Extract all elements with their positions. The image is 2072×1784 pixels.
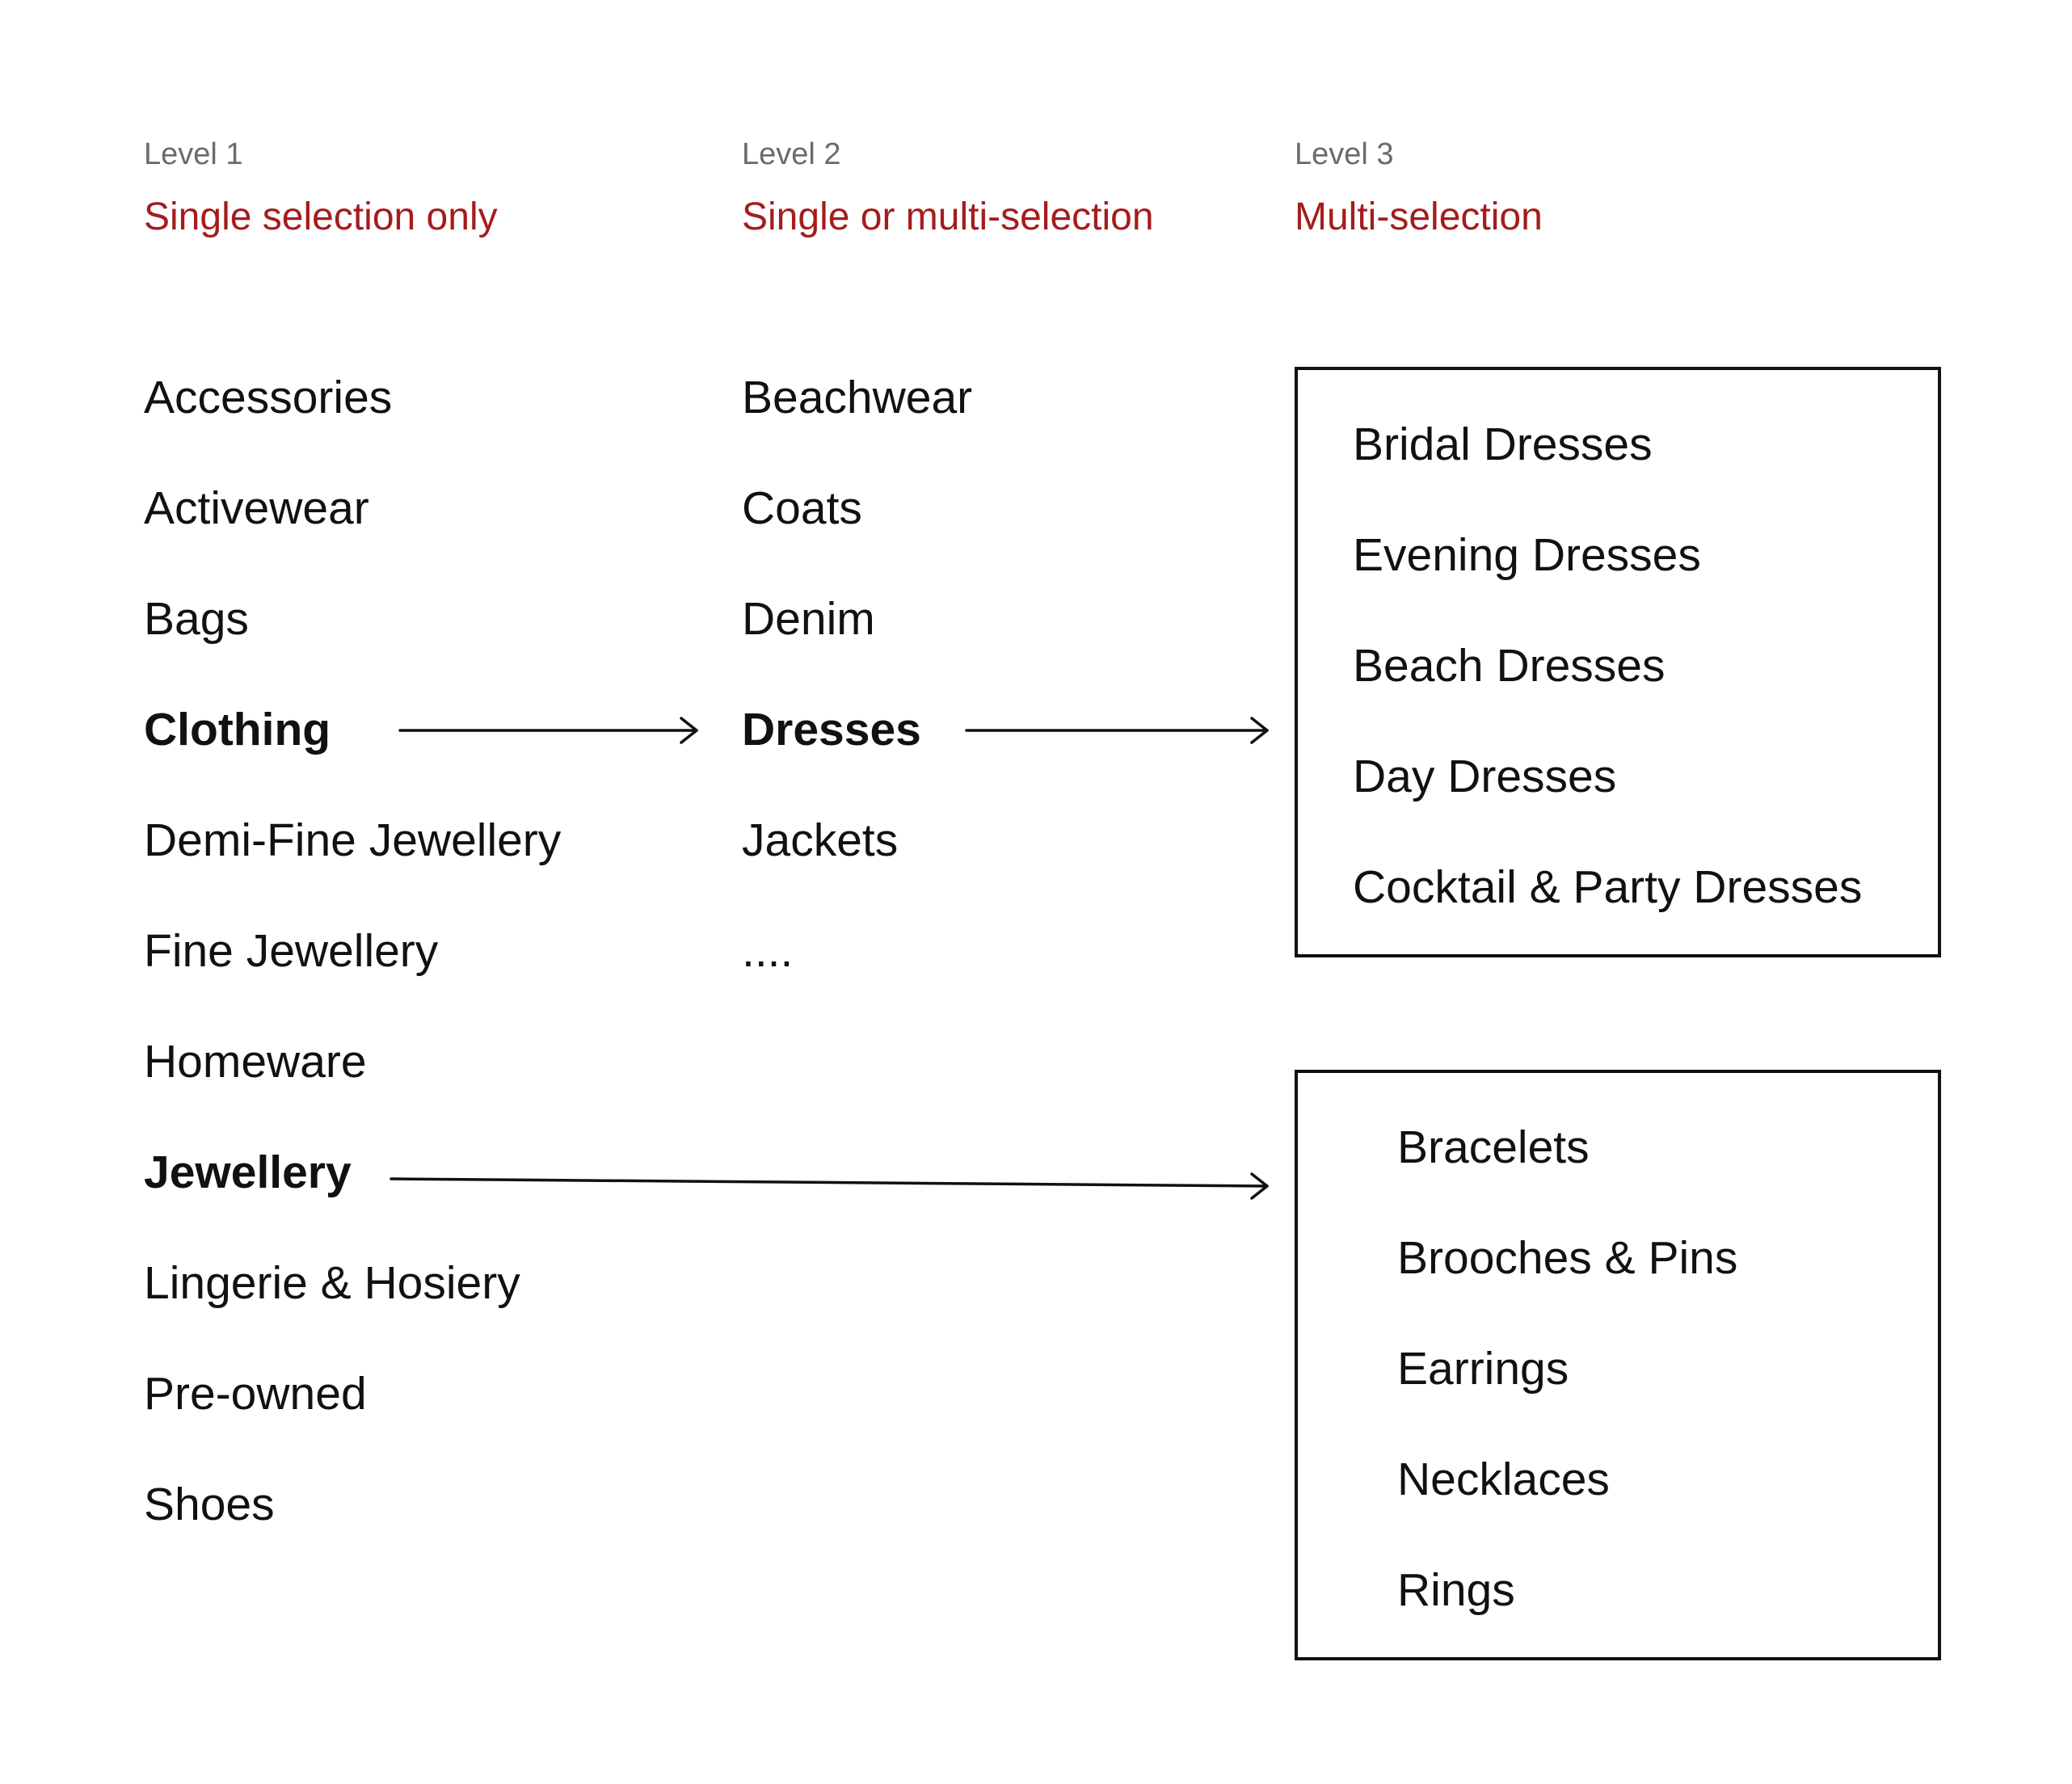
arrow-jewellery-to-level-3	[391, 1179, 1267, 1186]
level-1-item-accessories[interactable]: Accessories	[144, 372, 393, 423]
level-3-item-cocktail-party-dresses[interactable]: Cocktail & Party Dresses	[1353, 861, 1863, 913]
level-3-jewellery-group	[1295, 1070, 1941, 1660]
arrowhead-jewellery-to-level-3	[1252, 1174, 1267, 1198]
level-3-item-beach-dresses[interactable]: Beach Dresses	[1353, 640, 1666, 692]
level-2-item-dresses[interactable]: Dresses	[742, 704, 921, 755]
level-3-rule: Multi-selection	[1295, 196, 1543, 238]
level-1-item-bags[interactable]: Bags	[144, 593, 249, 645]
level-2-item-ellipsis: ....	[742, 925, 794, 977]
level-1-item-pre-owned[interactable]: Pre-owned	[144, 1368, 367, 1420]
level-1-item-activewear[interactable]: Activewear	[144, 482, 369, 534]
level-3-item-bridal-dresses[interactable]: Bridal Dresses	[1353, 419, 1653, 470]
level-3-item-evening-dresses[interactable]: Evening Dresses	[1353, 529, 1701, 581]
arrowhead-clothing-to-dresses	[681, 718, 697, 743]
level-1-item-lingerie-hosiery[interactable]: Lingerie & Hosiery	[144, 1257, 520, 1309]
arrowhead-dresses-to-level-3	[1252, 718, 1267, 743]
level-2-item-coats[interactable]: Coats	[742, 482, 862, 534]
level-3-item-brooches-pins[interactable]: Brooches & Pins	[1397, 1232, 1738, 1284]
level-1-item-shoes[interactable]: Shoes	[144, 1479, 275, 1530]
level-1-item-jewellery[interactable]: Jewellery	[144, 1147, 352, 1198]
level-3-label: Level 3	[1295, 137, 1394, 171]
level-1-item-demi-fine-jewellery[interactable]: Demi-Fine Jewellery	[144, 814, 562, 866]
level-3-item-day-dresses[interactable]: Day Dresses	[1353, 751, 1617, 802]
level-3-item-rings[interactable]: Rings	[1397, 1564, 1515, 1616]
level-1-item-clothing[interactable]: Clothing	[144, 704, 331, 755]
level-3-item-necklaces[interactable]: Necklaces	[1397, 1454, 1610, 1505]
level-2-label: Level 2	[742, 137, 841, 171]
level-2-item-beachwear[interactable]: Beachwear	[742, 372, 973, 423]
level-1-item-homeware[interactable]: Homeware	[144, 1036, 367, 1088]
level-1-label: Level 1	[144, 137, 243, 171]
level-2-rule: Single or multi-selection	[742, 196, 1154, 238]
level-2-item-denim[interactable]: Denim	[742, 593, 875, 645]
level-3-item-earrings[interactable]: Earrings	[1397, 1343, 1569, 1395]
level-2-item-jackets[interactable]: Jackets	[742, 814, 899, 866]
level-1-rule: Single selection only	[144, 196, 498, 238]
level-1-item-fine-jewellery[interactable]: Fine Jewellery	[144, 925, 439, 977]
level-3-item-bracelets[interactable]: Bracelets	[1397, 1121, 1590, 1173]
